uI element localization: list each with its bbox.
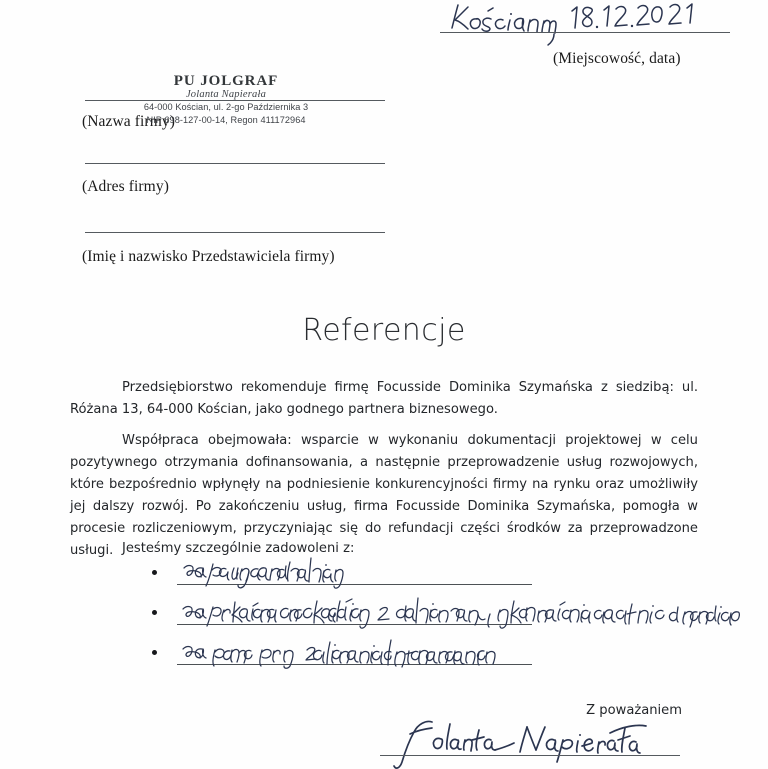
company-stamp	[96, 73, 356, 126]
list-item	[0, 596, 768, 634]
paragraph-text: Przedsiębiorstwo rekomenduje firmę Focusside Dominika Szymańska z siedzibą: ul. Różana 13, 64-000 Kościan, jako godnego partnera biznesowego.	[70, 380, 698, 417]
handwritten-note-1	[180, 552, 480, 588]
signature-rule	[380, 755, 680, 756]
page-title: Referencje	[302, 313, 466, 348]
handwritten-note-2	[180, 592, 760, 628]
stamp-company-name: PU JOLGRAF	[173, 73, 279, 89]
closing-salutation: Z poważaniem	[586, 703, 682, 718]
handwritten-bullet-list	[0, 556, 768, 674]
handwritten-date	[444, 0, 694, 40]
paragraph-text: Współpraca obejmowała: wsparcie w wykonaniu dokumentacji projektowej w celu pozytywnego otrzymania dofinansowania, a następnie przeprowadzenie usług rozwojowych, które bezpośrednio wpłynęły na podniesienie konkurencyjności firmy na rynku oraz umożliwiły jej dalszy rozwój. Po zakończeniu usług, firma Focusside Dominika Szymańska, pomogła w procesie rozliczeniowym, przyczyniając się do refundacji części środków za przeprowadzone usługi.	[70, 433, 698, 558]
company-name-caption: (Nazwa firmy)	[82, 113, 175, 130]
date-caption: (Miejscowość, data)	[553, 50, 681, 67]
bullet-icon	[152, 570, 157, 575]
handwritten-note-3	[180, 632, 560, 668]
date-rule	[440, 32, 730, 33]
bullet-icon	[152, 650, 157, 655]
list-item	[0, 636, 768, 674]
stamp-tax-ids: NIP 698-127-00-14, Regon 411172964	[146, 114, 306, 125]
company-address-caption: (Adres firmy)	[82, 178, 169, 195]
paragraph-recommendation	[70, 377, 698, 421]
stamp-owner-name: Jolanta Napierała	[185, 89, 267, 101]
stamp-address: 64-000 Kościan, ul. 2-go Października 3	[143, 102, 309, 113]
company-representative-caption: (Imię i nazwisko Przedstawiciela firmy)	[82, 248, 335, 265]
company-address-rule	[85, 163, 385, 164]
handwritten-signature	[396, 714, 686, 766]
list-item	[0, 556, 768, 594]
company-representative-rule	[85, 232, 385, 233]
bullet-icon	[152, 610, 157, 615]
paragraph-text: Jesteśmy szczególnie zadowoleni z:	[122, 541, 355, 556]
